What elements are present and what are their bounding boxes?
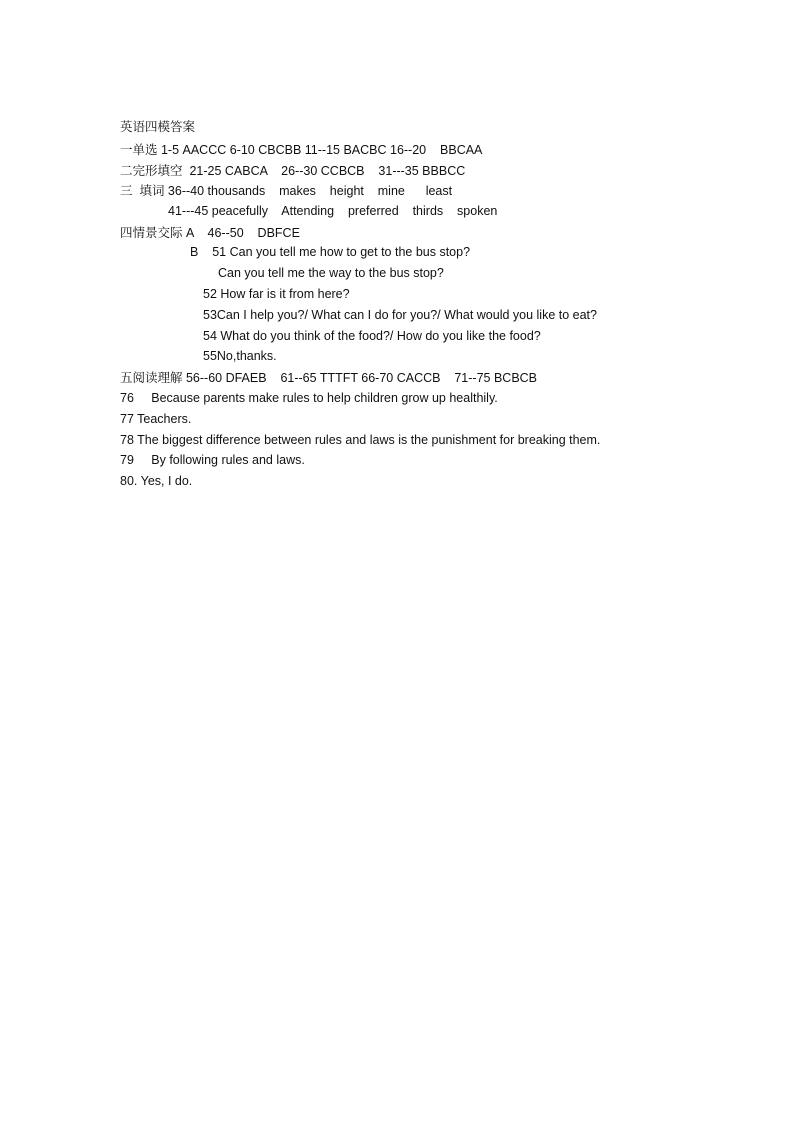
section-dialogue-b-55: 55No,thanks. (203, 349, 277, 363)
section-dialogue-b-54: 54 What do you think of the food?/ How do you like the food? (203, 329, 541, 343)
section-cloze: 二完形填空 21-25 CABCA 26--30 CCBCB 31---35 BBBCC (120, 164, 466, 178)
section-dialogue-b-52: 52 How far is it from here? (203, 287, 350, 301)
section-dialogue-a: 四情景交际 A 46--50 DBFCE (120, 226, 300, 240)
section-fill-words-41-45: 41---45 peacefully Attending preferred thirds spoken (168, 204, 498, 218)
section-single-choice: 一单选 1-5 AACCC 6-10 CBCBB 11--15 BACBC 16--20 BBCAA (120, 143, 483, 157)
section-reading: 五阅读理解 56--60 DFAEB 61--65 TTTFT 66-70 CACCB 71--75 BCBCB (120, 371, 538, 385)
section-dialogue-b-53: 53Can I help you?/ What can I do for you?/ What would you like to eat? (203, 308, 597, 322)
document-title: 英语四模答案 (120, 120, 196, 134)
answer-80: 80. Yes, I do. (120, 474, 193, 488)
section-fill-words-36-40: 三 填词 36--40 thousands makes height mine least (120, 184, 453, 198)
answer-76: 76 Because parents make rules to help children grow up healthily. (120, 391, 498, 405)
answer-79: 79 By following rules and laws. (120, 453, 305, 467)
answer-77: 77 Teachers. (120, 412, 192, 426)
section-dialogue-b-51: B 51 Can you tell me how to get to the bus stop? (190, 245, 471, 259)
section-dialogue-b-51-alt: Can you tell me the way to the bus stop? (218, 266, 444, 280)
answer-78: 78 The biggest difference between rules and laws is the punishment for breaking them. (120, 433, 601, 447)
